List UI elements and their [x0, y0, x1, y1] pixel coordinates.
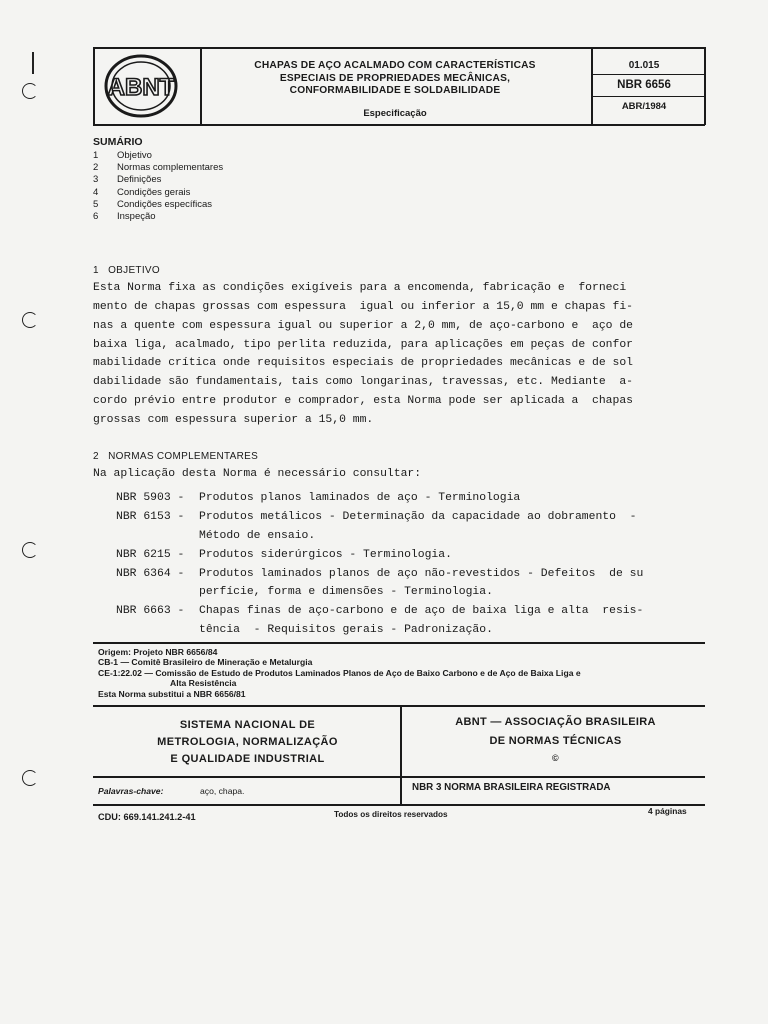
rights-notice: Todos os direitos reservados [334, 810, 448, 819]
summary-title: SUMÁRIO [93, 136, 143, 148]
publication-date: ABR/1984 [621, 101, 667, 112]
reference-title: Produtos laminados planos de aço não-revestidos - Defeitos de su [199, 568, 644, 580]
origin-line: Esta Norma substitui a NBR 6656/81 [98, 688, 246, 699]
title-line: CHAPAS DE AÇO ACALMADO COM CARACTERÍSTICAS [254, 60, 536, 71]
origin-line: Alta Resistência [170, 678, 237, 689]
binder-hole [22, 542, 38, 558]
scan-mark [32, 52, 34, 74]
copyright-symbol: © [552, 753, 559, 763]
summary-item: 5 Condições específicas [93, 198, 213, 210]
page-count: 4 páginas [648, 806, 687, 816]
summary-item: 3 Definições [93, 174, 162, 186]
origin-line: CE-1:22.02 — Comissão de Estudo de Produtos Laminados Planos de Aço de Baixo Carbono e de Aço de Baixa Liga e [98, 667, 581, 678]
reference-code: NBR 6364 - [116, 568, 185, 580]
abnt-logo [103, 53, 179, 119]
section-heading-objetivo: 1 OBJETIVO [93, 265, 160, 276]
paragraph-line: mabilidade crítica onde requisitos especiais de propriedades mecânicas e de sol [93, 357, 634, 369]
keywords-label: Palavras-chave: [98, 786, 164, 796]
origin-notes [98, 647, 581, 699]
reference-code: NBR 6663 - [116, 605, 185, 617]
reference-title: Produtos planos laminados de aço - Terminologia [199, 492, 521, 504]
origin-line: Origem: Projeto NBR 6656/84 [98, 647, 218, 657]
reference-code: NBR 6153 - [116, 511, 185, 523]
paragraph-line: cordo prévio entre produtor e comprador, esta Norma pode ser aplicada a chapas [93, 395, 634, 407]
binder-hole [22, 312, 38, 328]
logo-lettering: ABNT [107, 74, 175, 101]
document-title [210, 60, 580, 98]
cdu-code: CDU: 669.141.241.2-41 [98, 812, 196, 822]
summary-item: 1 Objetivo [93, 150, 152, 161]
title-line: CONFORMABILIDADE E SOLDABILIDADE [289, 85, 501, 96]
standard-number: NBR 6656 [617, 79, 671, 91]
title-line: ESPECIAIS DE PROPRIEDADES MECÂNICAS, [279, 72, 511, 84]
origin-line: CB-1 — Comitê Brasileiro de Mineração e Metalurgia [98, 657, 313, 668]
reference-title: Método de ensaio. [199, 530, 316, 542]
sinmetro-box: SISTEMA NACIONAL DE METROLOGIA, NORMALIZAÇÃO E QUALIDADE INDUSTRIAL [157, 719, 338, 765]
summary-item: 2 Normas complementares [93, 162, 224, 174]
reference-code: NBR 5903 - [116, 492, 185, 504]
paragraph-line: dabilidade são fundamentais, tais como longarinas, travessas, etc. Mediante a- [93, 376, 634, 388]
reference-title: Produtos siderúrgicos - Terminologia. [199, 549, 452, 561]
registry-label: NBR 3 NORMA BRASILEIRA REGISTRADA [412, 782, 611, 793]
reference-title: tência - Requisitos gerais - Padronização. [199, 624, 493, 636]
paragraph-line: Esta Norma fixa as condições exigíveis para a encomenda, fabricação e forneci [93, 282, 627, 294]
paragraph-line: baixa liga, acalmado, tipo perlita reduzida, para aplicações em peças de confor [93, 339, 634, 351]
reference-title: Produtos metálicos - Determinação da capacidade ao dobramento - [199, 511, 637, 523]
summary-item: 6 Inspeção [93, 211, 156, 223]
summary-list [93, 150, 223, 223]
paragraph-line: grossas com espessura superior a 15,0 mm. [93, 414, 374, 426]
paragraph-line: nas a quente com espessura igual ou superior a 2,0 mm, de aço-carbono e aço de [93, 320, 634, 332]
document-subtitle: Especificação [363, 108, 427, 119]
paragraph-line: mento de chapas grossas com espessura igual ou inferior a 15,0 mm e chapas fi- [93, 301, 634, 313]
abnt-box: ABNT — ASSOCIAÇÃO BRASILEIRA DE NORMAS TÉCNICAS © [403, 713, 708, 765]
section-heading-normas: 2 NORMAS COMPLEMENTARES [93, 451, 259, 462]
reference-title: perfície, forma e dimensões - Terminologia. [199, 586, 493, 598]
section-intro: Na aplicação desta Norma é necessário consultar: [93, 468, 422, 480]
reference-title: Chapas finas de aço-carbono e de aço de baixa liga e alta resis- [199, 605, 644, 617]
summary-item: 4 Condições gerais [93, 186, 191, 198]
classification-code: 01.015 [628, 60, 660, 71]
binder-hole [22, 83, 38, 99]
reference-code: NBR 6215 - [116, 549, 185, 561]
keywords-value: aço, chapa. [200, 786, 245, 796]
binder-hole [22, 770, 38, 786]
